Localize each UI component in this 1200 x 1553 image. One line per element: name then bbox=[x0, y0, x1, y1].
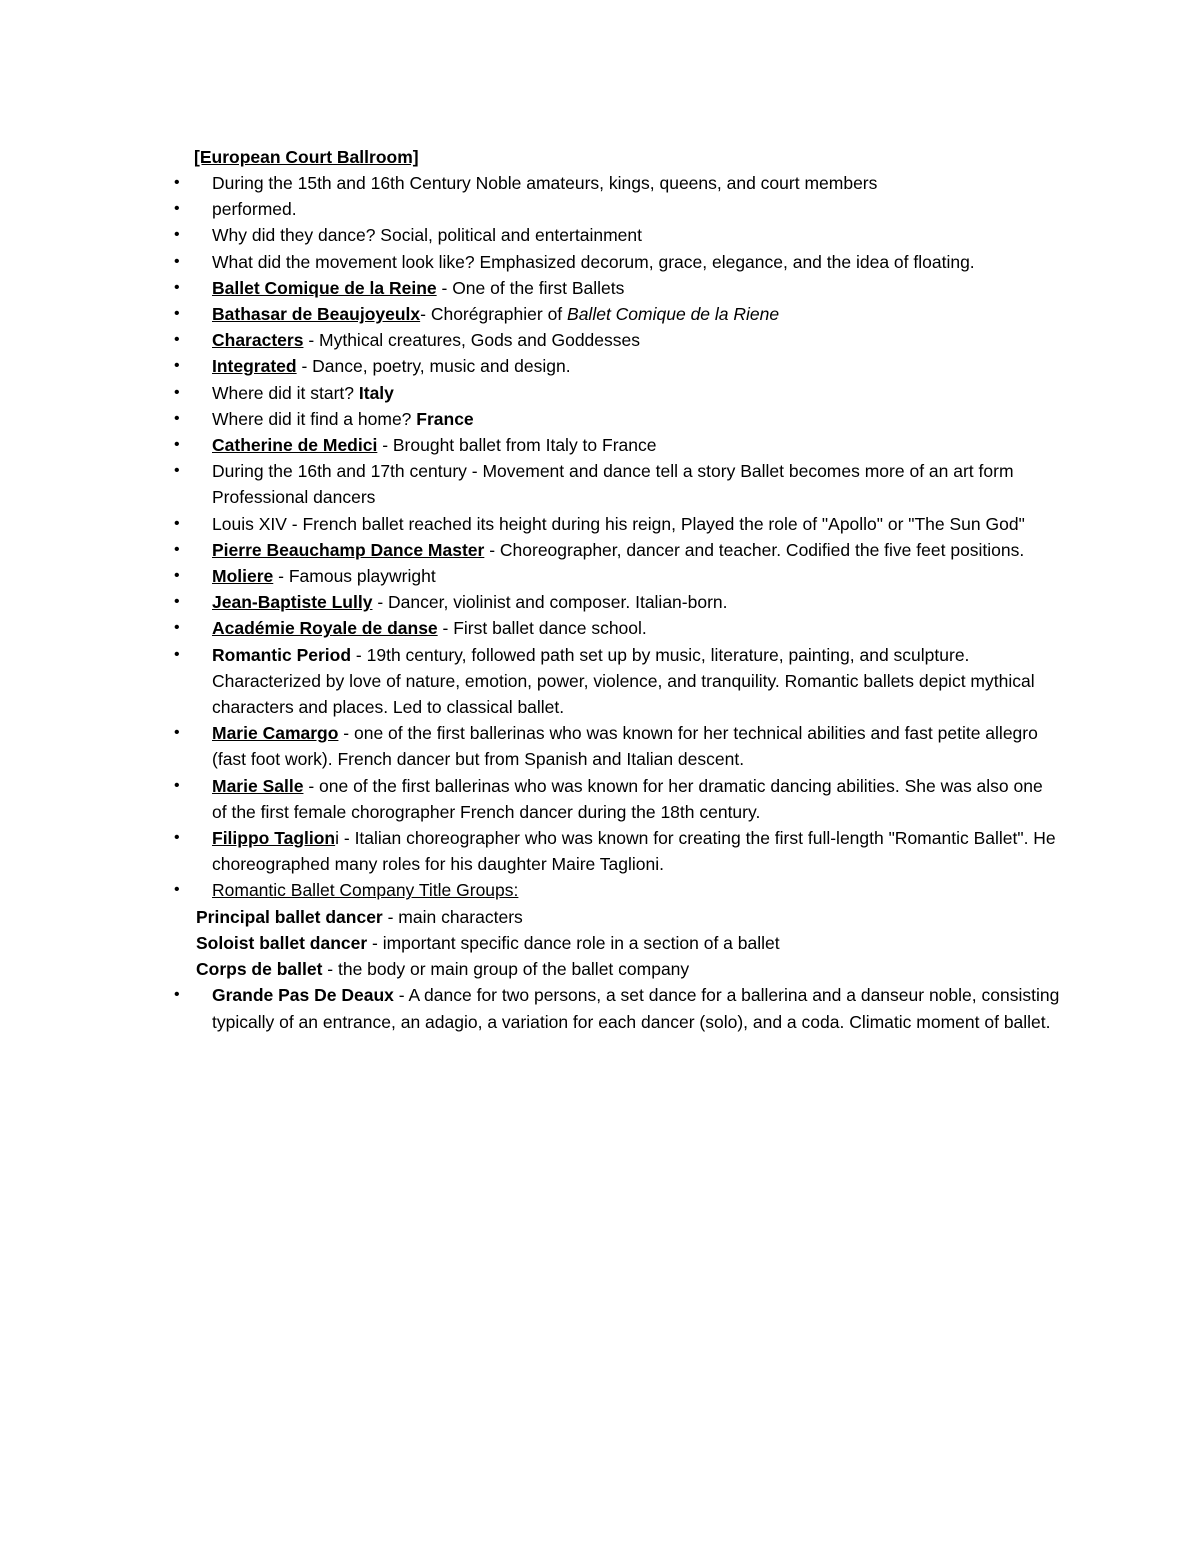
bullet-icon: • bbox=[174, 724, 180, 742]
section-title: [European Court Ballroom] bbox=[194, 147, 419, 167]
term: Pierre Beauchamp Dance Master bbox=[212, 539, 485, 560]
bullet-icon: • bbox=[174, 514, 180, 532]
bullet-icon: • bbox=[174, 540, 180, 558]
list-item: • What did the movement look like? Emphasized decorum, grace, elegance, and the idea of floating. bbox=[0, 249, 1060, 275]
bullet-icon: • bbox=[174, 278, 180, 296]
term: Jean-Baptiste Lully bbox=[212, 592, 373, 613]
list-item: • performed. bbox=[0, 196, 1060, 222]
list-item: • Moliere - Famous playwright bbox=[0, 563, 1060, 589]
term: Grande Pas De Deaux bbox=[212, 985, 394, 1006]
list-item: • Integrated - Dance, poetry, music and design. bbox=[0, 353, 1060, 379]
list-item: • Pierre Beauchamp Dance Master - Choreographer, dancer and teacher. Codified the five feet positions. bbox=[0, 537, 1060, 563]
term: Integrated bbox=[212, 356, 297, 377]
bullet-icon: • bbox=[174, 645, 180, 663]
term: Moliere bbox=[212, 566, 274, 587]
list-item bbox=[0, 877, 1060, 903]
bullet-icon: • bbox=[174, 619, 180, 637]
bullet-icon: • bbox=[174, 200, 180, 218]
bullet-icon: • bbox=[174, 252, 180, 270]
bullet-icon: • bbox=[174, 436, 180, 454]
list-item: • Marie Camargo - one of the first ballerinas who was known for her technical abilities and fast petite allegro (fast foot work). French dancer but from Spanish and Italian descent. bbox=[0, 720, 1060, 772]
list-item: • Grande Pas De Deaux - A dance for two persons, a set dance for a ballerina and a danseur noble, consisting typically of an entrance, an adagio, a variation for each dancer (solo), and a coda. Climatic moment of ballet. bbox=[0, 982, 1060, 1034]
list-item: • Bathasar de Beaujoyeulx- Chorégraphier of Ballet Comique de la Riene bbox=[0, 301, 1060, 327]
term: Ballet Comique de la Reine bbox=[212, 277, 437, 298]
term: Filippo Taglion bbox=[212, 828, 336, 849]
group-line bbox=[0, 904, 1060, 930]
italic-title: Ballet Comique de la Riene bbox=[567, 304, 780, 325]
answer: Italy bbox=[358, 382, 394, 403]
group-name: Principal ballet dancer bbox=[196, 906, 383, 927]
term: Catherine de Medici bbox=[212, 435, 378, 456]
bullet-icon: • bbox=[174, 383, 180, 401]
subheading: Romantic Ballet Company Title Groups: bbox=[212, 880, 519, 901]
bullet-icon: • bbox=[174, 409, 180, 427]
bullet-icon: • bbox=[174, 331, 180, 349]
list-item: • During the 15th and 16th Century Noble amateurs, kings, queens, and court members bbox=[0, 170, 1060, 196]
list-item: • Where did it find a home? France bbox=[0, 406, 1060, 432]
group-line bbox=[0, 956, 1060, 982]
group-desc: - main characters bbox=[382, 906, 523, 927]
bullet-icon: • bbox=[174, 881, 180, 899]
list-item: • Ballet Comique de la Reine - One of the first Ballets bbox=[0, 275, 1060, 301]
list-item: • During the 16th and 17th century - Movement and dance tell a story Ballet becomes more of an art form Professional dancers bbox=[0, 458, 1060, 510]
group-name: Corps de ballet bbox=[196, 959, 323, 980]
list-item: • Catherine de Medici - Brought ballet from Italy to France bbox=[0, 432, 1060, 458]
groups-wrapper bbox=[0, 904, 1060, 1035]
list-item: • Romantic Period - 19th century, followed path set up by music, literature, painting, and sculpture. Characterized by love of nature, emotion, power, violence, and tranquility. Romantic ballets depict mythical characters and places. Led to classical ballet. bbox=[0, 642, 1060, 721]
bullet-icon: • bbox=[174, 986, 180, 1004]
bullet-icon: • bbox=[174, 829, 180, 847]
group-desc: - the body or main group of the ballet company bbox=[322, 959, 690, 980]
list-item: • Académie Royale de danse - First ballet dance school. bbox=[0, 615, 1060, 641]
answer: France bbox=[416, 408, 474, 429]
group-desc: - important specific dance role in a section of a ballet bbox=[367, 932, 780, 953]
bullet-icon: • bbox=[174, 462, 180, 480]
list-item: • Jean-Baptiste Lully - Dancer, violinist and composer. Italian-born. bbox=[0, 589, 1060, 615]
notes-list-final bbox=[0, 982, 1060, 1034]
group-line bbox=[0, 930, 1060, 956]
list-item: • Filippo Taglioni - Italian choreographer who was known for creating the first full-length "Romantic Ballet". He choreographed many roles for his daughter Maire Taglioni. bbox=[0, 825, 1060, 877]
bullet-icon: • bbox=[174, 357, 180, 375]
notes-list bbox=[0, 170, 1060, 1035]
term: Académie Royale de danse bbox=[212, 618, 438, 639]
term: Marie Salle bbox=[212, 775, 304, 796]
term: Romantic Period bbox=[212, 644, 352, 665]
bullet-icon: • bbox=[174, 174, 180, 191]
term: Characters bbox=[212, 330, 304, 351]
title-groups bbox=[0, 904, 1060, 1035]
bullet-icon: • bbox=[174, 567, 180, 585]
term: Marie Camargo bbox=[212, 723, 339, 744]
bullet-icon: • bbox=[174, 305, 180, 323]
bullet-icon: • bbox=[174, 776, 180, 794]
list-item: • Why did they dance? Social, political and entertainment bbox=[0, 222, 1060, 248]
term: Bathasar de Beaujoyeulx bbox=[212, 304, 421, 325]
bullet-icon: • bbox=[174, 593, 180, 611]
list-item: • Marie Salle - one of the first ballerinas who was known for her dramatic dancing abilities. She was also one of the first female chorographer French dancer during the 18th century. bbox=[0, 773, 1060, 825]
list-item: • Characters - Mythical creatures, Gods and Goddesses bbox=[0, 327, 1060, 353]
list-item: • Louis XIV - French ballet reached its height during his reign, Played the role of "Apollo" or "The Sun God" bbox=[0, 511, 1060, 537]
list-item: • Where did it start? Italy bbox=[0, 380, 1060, 406]
group-name: Soloist ballet dancer bbox=[196, 932, 368, 953]
bullet-icon: • bbox=[174, 226, 180, 244]
